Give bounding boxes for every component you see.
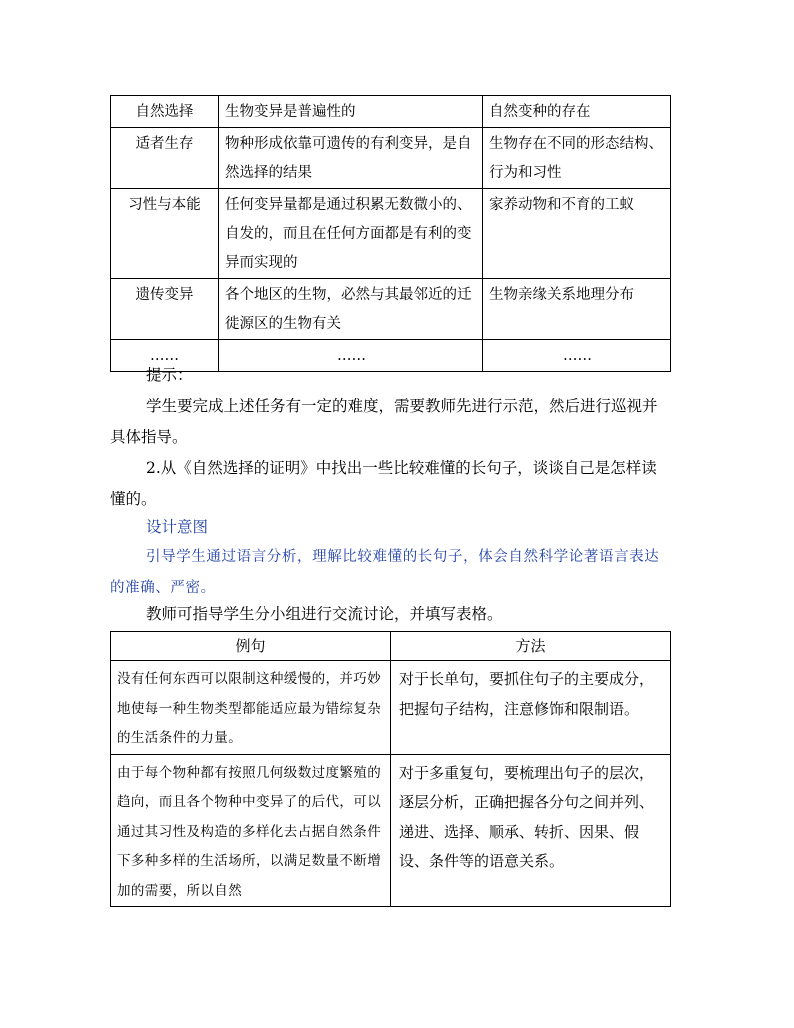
table-cell: …… [219,340,483,372]
table-row [111,96,671,128]
table-cell: 生物存在不同的形态结构、行为和习性 [483,128,671,189]
hint-paragraph: 学生要完成上述任务有一定的难度，需要教师先进行示范，然后进行巡视并具体指导。 [110,397,658,446]
table-cell: 任何变异量都是通过积累无数微小的、自发的，而且在任何方面都是有利的变异而实现的 [219,189,483,279]
table-cell: 自然选择 [111,96,219,128]
table-row [111,661,671,755]
table-row [111,279,671,340]
column-header-example: 例句 [111,632,391,661]
table-cell: 家养动物和不育的工蚁 [483,189,671,279]
table-row [111,189,671,279]
table-cell: 遗传变异 [111,279,219,340]
evidence-table [110,95,671,372]
hint-label: 提示： [146,366,193,384]
table-cell: …… [111,340,219,372]
table-cell: 习性与本能 [111,189,219,279]
table-header-row [111,632,671,661]
task-2-paragraph: 2.从《自然选择的证明》中找出一些比较难懂的长句子，谈谈自己是怎样读懂的。 [110,459,657,508]
table-cell: 自然变种的存在 [483,96,671,128]
example-sentence-cell: 没有任何东西可以限制这种缓慢的，并巧妙地使每一种生物类型都能适应最为错综复杂的生活条件的力量。 [111,661,391,755]
design-intent-paragraph: 引导学生通过语言分析，理解比较难懂的长句子，体会自然科学论著语言表达的准确、严密。 [110,549,660,596]
table-row [111,754,671,907]
design-intent-title: 设计意图 [146,518,209,536]
table-row [111,128,671,189]
table-cell: 各个地区的生物，必然与其最邻近的迁徙源区的生物有关 [219,279,483,340]
method-cell: 对于长单句，要抓住句子的主要成分，把握句子结构，注意修饰和限制语。 [391,661,671,755]
teacher-instruction: 教师可指导学生分小组进行交流讨论，并填写表格。 [146,605,503,623]
example-sentence-cell: 由于每个物种都有按照几何级数过度繁殖的趋向，而且各个物种中变异了的后代，可以通过其习性及构造的多样化去占据自然条件下多种多样的生活场所，以满足数量不断增加的需要，所以自然 [111,754,391,907]
table-cell: …… [483,340,671,372]
table-cell: 生物亲缘关系地理分布 [483,279,671,340]
method-cell: 对于多重复句，要梳理出句子的层次，逐层分析，正确把握各分句之间并列、递进、选择、顺承、转折、因果、假设、条件等的语意关系。 [391,754,671,907]
sentence-method-table [110,631,671,907]
table-cell: 生物变异是普遍性的 [219,96,483,128]
table-cell: 适者生存 [111,128,219,189]
table-cell: 物种形成依靠可遗传的有利变异，是自然选择的结果 [219,128,483,189]
column-header-method: 方法 [391,632,671,661]
